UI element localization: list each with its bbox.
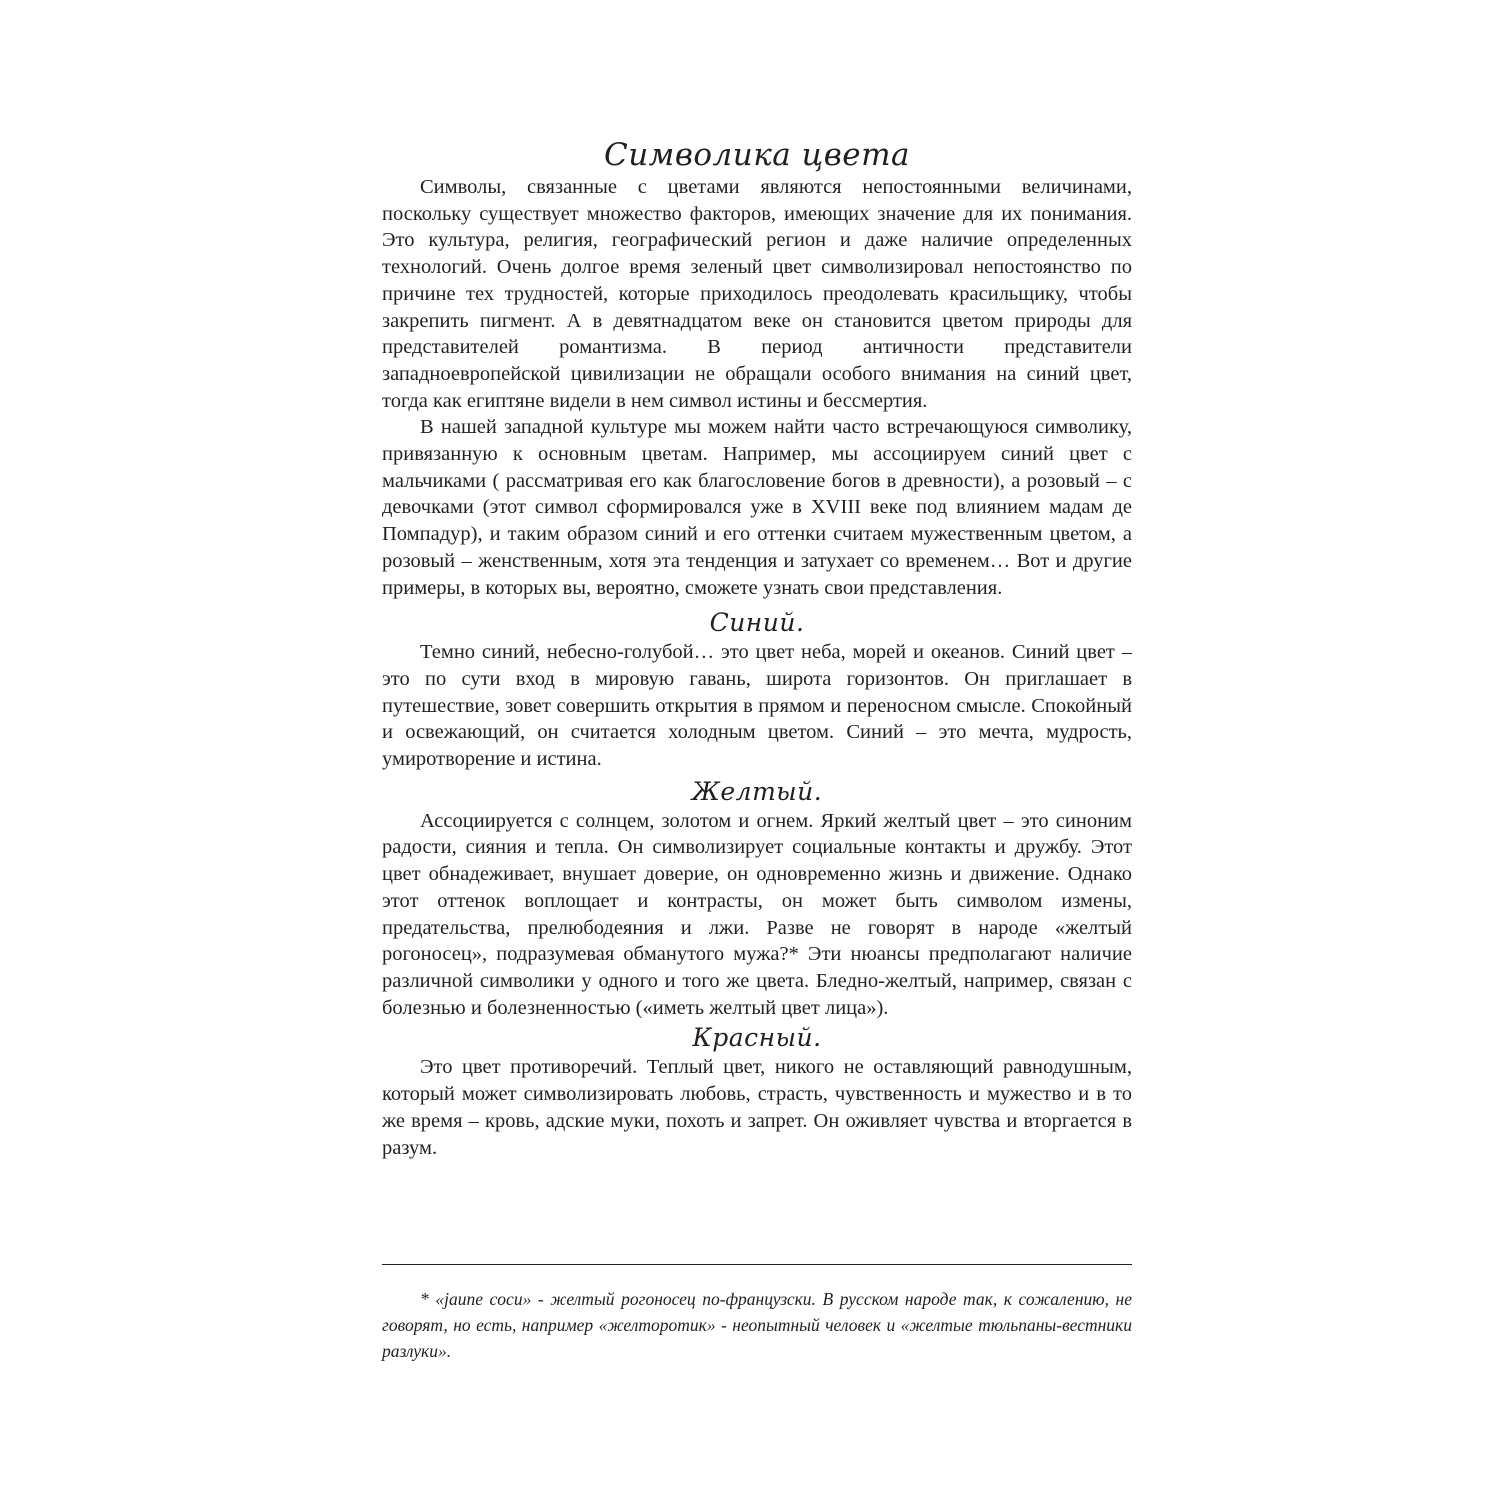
intro-paragraph: Символы, связанные с цветами являются непостоянными величинами, поскольку существует множество факторов, имеющих значение для их понимания. Это культура, религия, географический регион и даже наличие определенных технологий. Очень долгое время зеленый цвет символизировал непостоянство по причине тех трудностей, которые приходилось преодолевать красильщику, чтобы закрепить пигмент. А в девятнадцатом веке он становится цветом природы для представителей романтизма. В период античности представители западноевропейской цивилизации не обращали особого внимания на синий цвет, тогда как египтяне видели в нем символ истины и бессмертия.	[382, 176, 1132, 412]
footnote: * «jaune cocu» - желтый рогоносец по-французски. В русском народе так, к сожалению, не говорят, но есть, например «желторотик» - неопытный человек и «желтые тюльпаны-вестники разлуки».	[382, 1289, 1132, 1361]
section-text-red: Это цвет противоречий. Теплый цвет, никого не оставляющий равнодушным, который может символизировать любовь, страсть, чувственность и мужество и в то же время – кровь, адские муки, похоть и запрет. Он оживляет чувства и вторгается в разум.	[382, 1056, 1132, 1159]
page-body	[382, 136, 1132, 1161]
section-heading-yellow: Желтый.	[691, 776, 823, 806]
section-heading-red: Красный.	[692, 1023, 822, 1053]
page-title: Символика цвета	[603, 137, 911, 173]
section-text-yellow: Ассоциируется с солнцем, золотом и огнем. Яркий желтый цвет – это синоним радости, сияния и тепла. Он символизирует социальные контакты и дружбу. Этот цвет обнадеживает, внушает доверие, он одновременно жизнь и движение. Однако этот оттенок воплощает и контрасты, он может быть символом измены, предательства, прелюбодеяния и лжи. Разве не говорят в народе «желтый рогоносец», подразумевая обманутого мужа?* Эти нюансы предполагают наличие различной символики у одного и того же цвета. Бледно-желтый, например, связан с болезнью и болезненностью («иметь желтый цвет лица»).	[382, 809, 1132, 1019]
footnote-divider	[382, 1264, 1132, 1265]
section-text-blue: Темно синий, небесно-голубой… это цвет неба, морей и океанов. Синий цвет – это по сути вход в мировую гавань, широта горизонтов. Он приглашает в путешествие, зовет совершить открытия в прямом и переносном смысле. Спокойный и освежающий, он считается холодным цветом. Синий – это мечта, мудрость, умиротворение и истина.	[382, 641, 1132, 771]
intro-paragraph: В нашей западной культуре мы можем найти часто встречающуюся символику, привязанную к основным цветам. Например, мы ассоциируем синий цвет с мальчиками ( рассматривая его как благословение богов в древности), а розовый – с девочками (этот символ сформировался уже в XVIII веке под влиянием мадам де Помпадур), и таким образом синий и его оттенки считаем мужественным цветом, а розовый – женственным, хотя эта тенденция и затухает со временем… Вот и другие примеры, в которых вы, вероятно, сможете узнать свои представления.	[382, 416, 1132, 599]
section-heading-blue: Синий.	[709, 608, 805, 638]
